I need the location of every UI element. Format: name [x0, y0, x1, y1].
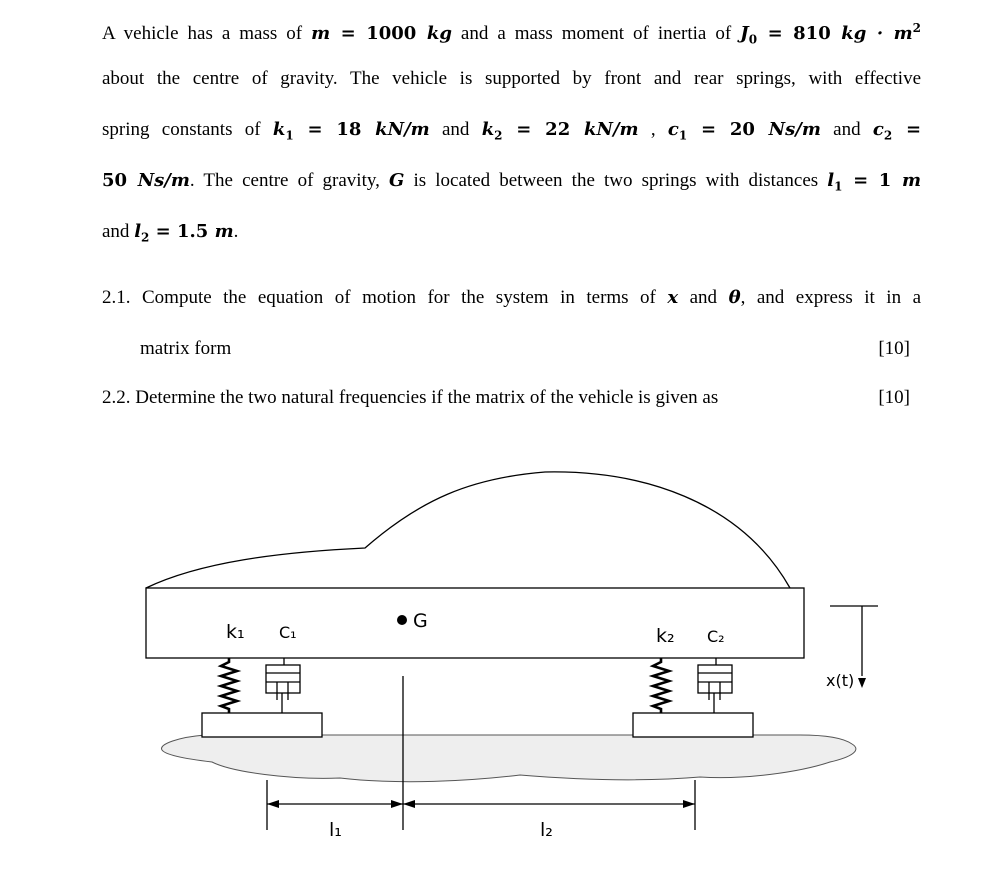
k1-symbol: k	[272, 119, 286, 140]
question-2-1-line-1	[102, 286, 921, 310]
x-symbol: x	[667, 287, 679, 308]
cg-symbol: G	[389, 170, 405, 191]
spring-k1	[221, 658, 237, 713]
mass-value: = 1000	[330, 23, 427, 44]
text: is located between the two springs with distances	[404, 170, 828, 191]
c2-label: C₂	[707, 627, 725, 646]
inertia-unit: kg · m	[841, 23, 913, 44]
text: and a mass moment of inertia of	[451, 23, 741, 44]
question-2-1-line-2: matrix form	[140, 338, 232, 359]
xt-label: x(t)	[826, 671, 855, 690]
l2-expression	[134, 221, 234, 245]
k1-subscript: 1	[285, 128, 294, 143]
l1-expression	[827, 170, 922, 194]
problem-line-1	[102, 16, 921, 52]
mass-symbol: m	[311, 23, 331, 44]
k1-unit: kN/m	[375, 119, 430, 140]
l1-symbol: l	[827, 170, 835, 191]
c1-label: C₁	[279, 623, 297, 642]
vehicle-suspension-diagram	[0, 455, 1001, 877]
l2-unit: m	[214, 221, 234, 242]
c2-expression	[872, 119, 922, 143]
k2-value: = 22	[502, 119, 585, 140]
mass-expression	[311, 23, 452, 44]
question-2-1-marks: [10]	[878, 338, 910, 359]
c1-unit: Ns/m	[768, 119, 821, 140]
text: spring constants of	[102, 119, 273, 140]
cg-label: G	[413, 610, 428, 632]
vehicle-body	[146, 588, 804, 658]
c2-symbol: c	[872, 119, 884, 140]
theta-symbol: θ	[728, 287, 741, 308]
problem-line-4	[102, 169, 921, 199]
c2-subscript: 2	[883, 128, 893, 143]
l1-arrow-right	[391, 800, 403, 808]
spring-k2	[653, 658, 669, 713]
text: 2.1. Compute the equation of motion for the system in terms of	[102, 287, 668, 308]
xt-arrowhead	[858, 678, 866, 688]
text: . The centre of gravity,	[189, 170, 389, 191]
text: .	[233, 221, 239, 242]
c2-value-expression	[102, 170, 190, 191]
separator: ,	[638, 119, 668, 140]
c2-unit: Ns/m	[137, 170, 190, 191]
problem-line-2: about the centre of gravity. The vehicle is supported by front and rear springs, with effective	[102, 68, 921, 89]
text: , and express it in a	[740, 287, 921, 308]
text: and	[678, 287, 729, 308]
c1-expression	[667, 119, 821, 143]
l2-symbol: l	[134, 221, 142, 242]
l1-value: = 1	[842, 170, 902, 191]
text: A vehicle has a mass of	[102, 23, 312, 44]
k2-symbol: k	[481, 119, 495, 140]
inertia-value: = 810	[757, 23, 842, 44]
inertia-unit-exponent: 2	[912, 21, 921, 35]
l2-label: l₂	[540, 819, 553, 841]
k2-expression	[481, 119, 639, 143]
k1-expression	[272, 119, 430, 143]
k1-label: k₁	[226, 621, 245, 643]
l2-arrow-right	[683, 800, 695, 808]
l2-subscript: 2	[141, 230, 150, 245]
damper-c2	[698, 658, 732, 713]
inertia-symbol: J	[740, 23, 749, 44]
cg-dot	[397, 615, 407, 625]
c2-value: 50	[102, 170, 138, 191]
text: and	[102, 221, 135, 242]
k2-subscript: 2	[494, 128, 503, 143]
k1-value: = 18	[293, 119, 376, 140]
question-2-2-marks: [10]	[878, 387, 910, 408]
c1-subscript: 1	[678, 128, 688, 143]
inertia-expression	[740, 21, 921, 47]
question-2-2: 2.2. Determine the two natural frequencies if the matrix of the vehicle is given as	[102, 387, 719, 408]
l1-unit: m	[901, 170, 922, 191]
mass-unit: kg	[426, 23, 452, 44]
text: and	[820, 119, 873, 140]
l1-arrow-left	[267, 800, 279, 808]
problem-line-3	[102, 118, 921, 148]
l1-label: l₁	[329, 819, 342, 841]
k2-label: k₂	[656, 625, 675, 647]
problem-line-5	[102, 220, 238, 250]
text: and	[429, 119, 482, 140]
c1-value: = 20	[687, 119, 769, 140]
vehicle-roof	[146, 472, 790, 588]
l2-arrow-left	[403, 800, 415, 808]
l1-subscript: 1	[834, 179, 843, 194]
c2-equals: =	[892, 119, 922, 140]
road-ground	[162, 735, 856, 782]
inertia-subscript: 0	[748, 32, 758, 47]
c1-symbol: c	[667, 119, 679, 140]
l2-value: = 1.5	[149, 221, 215, 242]
damper-c1	[266, 658, 300, 713]
right-axle-block	[633, 713, 753, 737]
left-axle-block	[202, 713, 322, 737]
k2-unit: kN/m	[584, 119, 639, 140]
